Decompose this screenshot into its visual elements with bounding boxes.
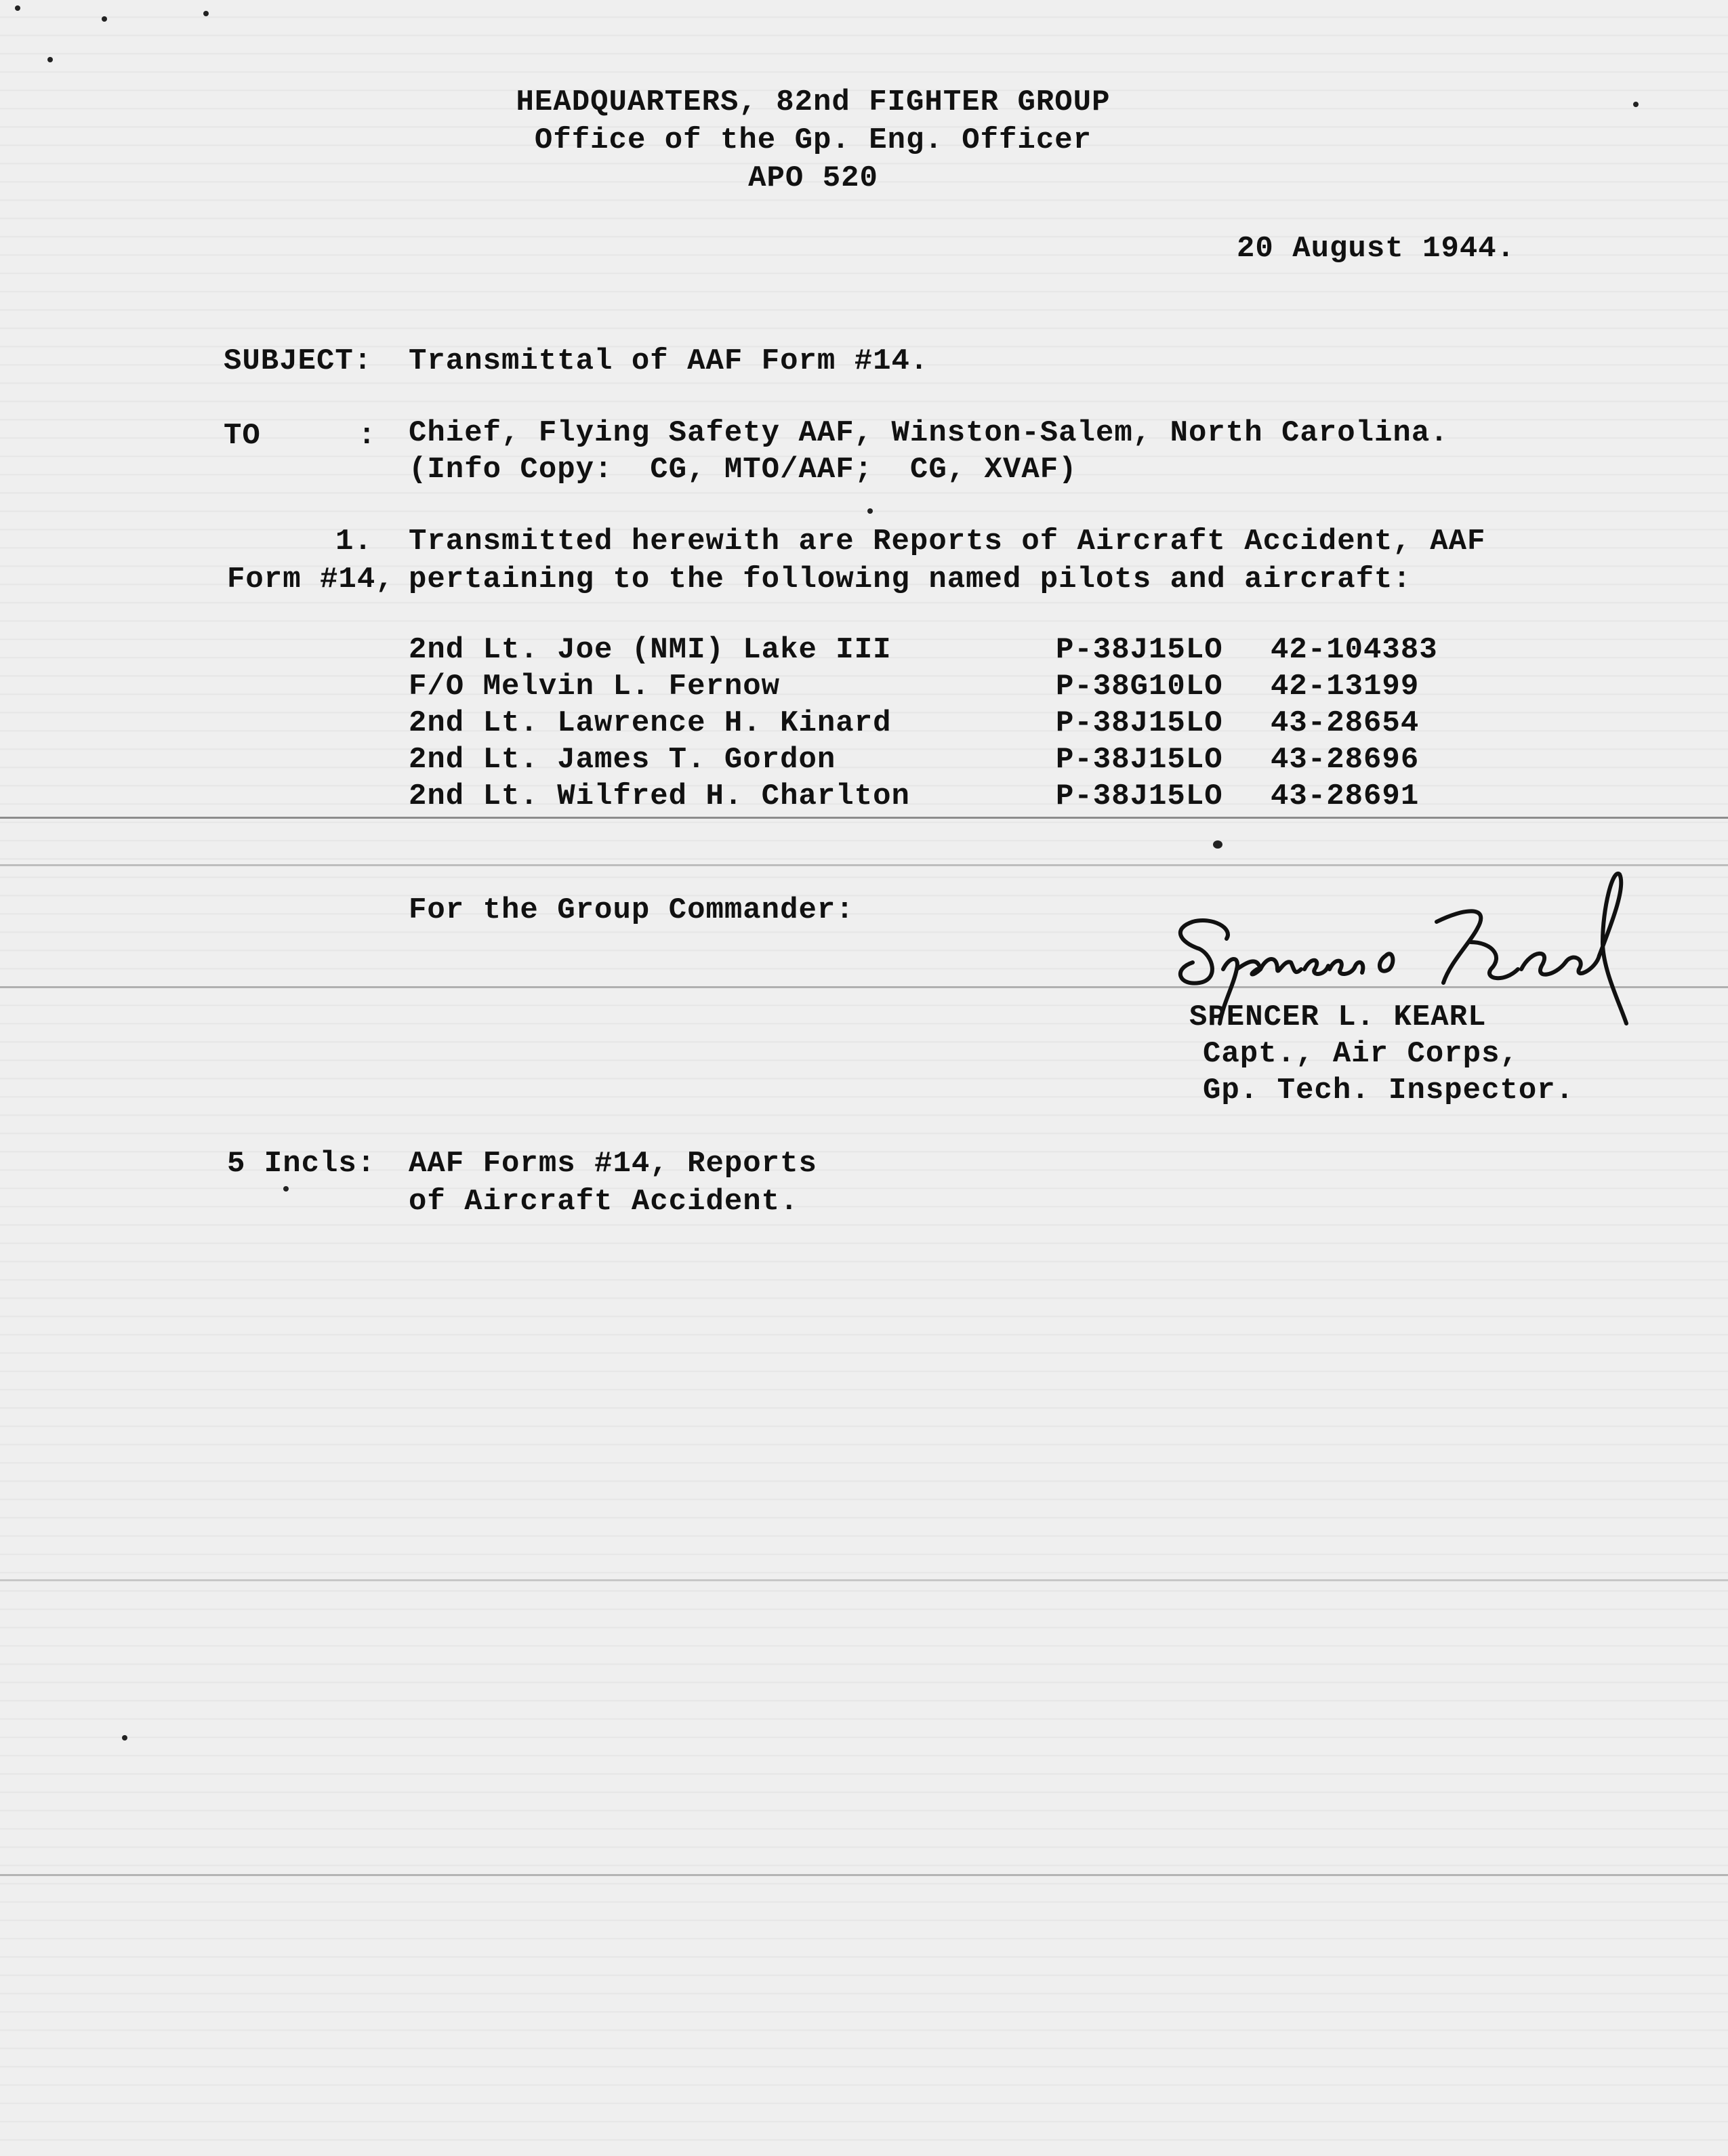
closing-line: For the Group Commander: — [409, 893, 855, 927]
to-line-2: (Info Copy: CG, MTO/AAF; CG, XVAF) — [409, 453, 1077, 487]
header-line-1: HEADQUARTERS, 82nd FIGHTER GROUP — [516, 85, 1111, 119]
pilot-name: F/O Melvin L. Fernow — [409, 670, 781, 704]
paragraph-number: 1. — [335, 525, 373, 558]
enclosures-line-2: of Aircraft Accident. — [409, 1185, 799, 1219]
document-date: 20 August 1944. — [1237, 232, 1516, 266]
scan-line — [0, 1874, 1728, 1876]
scan-line — [0, 864, 1728, 866]
subject-text: Transmittal of AAF Form #14. — [409, 344, 929, 378]
scan-line — [0, 1579, 1728, 1581]
paragraph-line-2-lead: Form #14, — [227, 563, 394, 596]
to-label: TO — [224, 419, 261, 453]
speck — [1633, 102, 1639, 107]
aircraft-model: P-38J15LO — [1056, 633, 1223, 667]
pilot-name: 2nd Lt. Joe (NMI) Lake III — [409, 633, 892, 667]
enclosures-line-1: AAF Forms #14, Reports — [409, 1147, 817, 1181]
to-line-1: Chief, Flying Safety AAF, Winston-Salem, North Carolina. — [409, 416, 1449, 450]
to-colon: : — [358, 419, 377, 453]
aircraft-model: P-38J15LO — [1056, 743, 1223, 777]
pilot-name: 2nd Lt. Lawrence H. Kinard — [409, 706, 892, 740]
signatory-title: Gp. Tech. Inspector. — [1203, 1074, 1575, 1107]
speck — [203, 11, 209, 16]
header-line-3: APO 520 — [748, 161, 878, 195]
speck — [867, 508, 873, 514]
aircraft-serial: 43-28696 — [1271, 743, 1420, 777]
speck — [15, 5, 20, 11]
aircraft-model: P-38J15LO — [1056, 706, 1223, 740]
aircraft-serial: 43-28691 — [1271, 779, 1420, 813]
subject-label: SUBJECT: — [224, 344, 373, 378]
speck — [122, 1735, 127, 1741]
paragraph-line-1: Transmitted herewith are Reports of Aircraft Accident, AAF — [409, 525, 1486, 558]
aircraft-serial: 42-104383 — [1271, 633, 1438, 667]
aircraft-model: P-38J15LO — [1056, 779, 1223, 813]
speck — [283, 1186, 289, 1192]
speck — [1213, 840, 1222, 849]
speck — [47, 57, 53, 62]
header-line-2: Office of the Gp. Eng. Officer — [534, 123, 1092, 157]
signatory-name: SPENCER L. KEARL — [1189, 1000, 1487, 1034]
pilot-name: 2nd Lt. James T. Gordon — [409, 743, 836, 777]
scan-line — [0, 817, 1728, 819]
pilot-name: 2nd Lt. Wilfred H. Charlton — [409, 779, 910, 813]
signatory-rank: Capt., Air Corps, — [1203, 1037, 1519, 1071]
aircraft-model: P-38G10LO — [1056, 670, 1223, 704]
aircraft-serial: 42-13199 — [1271, 670, 1420, 704]
enclosures-label: 5 Incls: — [227, 1147, 376, 1181]
speck — [102, 16, 107, 22]
paragraph-line-2: pertaining to the following named pilots and aircraft: — [409, 563, 1412, 596]
aircraft-serial: 43-28654 — [1271, 706, 1420, 740]
